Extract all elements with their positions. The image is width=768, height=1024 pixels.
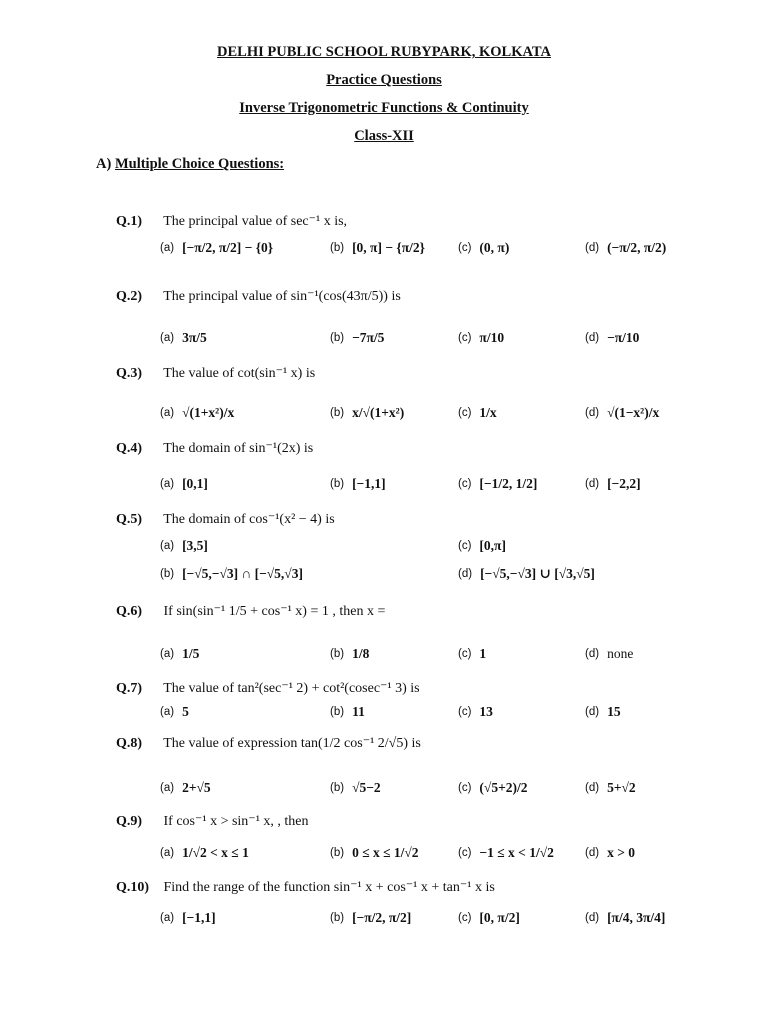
q7-option-b-value: 11: [352, 704, 365, 719]
question-2: [116, 288, 401, 305]
q5-option-d: (d) [−√5,−√3] ∪ [√3,√5]: [458, 566, 595, 581]
q7-option-c-value: 13: [479, 704, 493, 719]
question-text: The principal value of sec⁻¹ x is,: [163, 214, 348, 229]
q7-option-a-value: 5: [182, 704, 189, 719]
q4-option-a: (a) [0,1]: [160, 476, 208, 491]
q1-option-d-value: (−π/2, π/2): [607, 240, 667, 255]
q6-option-a: (a) 1/5: [160, 646, 200, 661]
section-letter: A): [96, 156, 112, 172]
q3-option-a-value: √(1+x²)/x: [182, 405, 235, 420]
school-name: DELHI PUBLIC SCHOOL RUBYPARK, KOLKATA: [217, 44, 551, 60]
q7-option-c: (c) 13: [458, 704, 493, 719]
question-number: Q.3): [116, 366, 143, 381]
q9-option-c: (c) −1 ≤ x < 1/√2: [458, 845, 554, 860]
question-number: Q.4): [116, 441, 143, 456]
question-number: Q.1): [116, 214, 143, 229]
q2-option-d: (d) −π/10: [585, 330, 640, 345]
q5-option-c: (c) [0,π]: [458, 538, 506, 553]
question-text: If sin(sin⁻¹ 1/5 + cos⁻¹ x) = 1 , then x =: [163, 604, 386, 619]
q6-option-c-value: 1: [479, 646, 487, 661]
q4-option-b-value: [−1,1]: [352, 476, 386, 491]
q4-option-a-value: [0,1]: [182, 476, 208, 491]
q2-option-c-value: π/10: [479, 330, 505, 345]
q10-option-c-value: [0, π/2]: [479, 910, 520, 925]
q10-option-d: (d) [π/4, 3π/4]: [585, 910, 666, 925]
q3-option-a: (a) √(1+x²)/x: [160, 405, 235, 420]
question-number: Q.9): [116, 814, 143, 829]
question-number: Q.5): [116, 512, 143, 527]
q1-option-b: (b) [0, π] − {π/2}: [330, 240, 425, 255]
question-4: [116, 440, 313, 457]
q1-option-d: (d) (−π/2, π/2): [585, 240, 667, 255]
question-5: [116, 511, 335, 528]
question-6: [116, 603, 385, 620]
question-7: [116, 680, 420, 697]
q5-option-a-value: [3,5]: [182, 538, 208, 553]
q8-option-b-value: √5−2: [352, 780, 381, 795]
q4-option-d: (d) [−2,2]: [585, 476, 641, 491]
question-10: [116, 879, 495, 896]
q8-option-d: (d) 5+√2: [585, 780, 636, 795]
q4-option-b: (b) [−1,1]: [330, 476, 386, 491]
q1-option-c-value: (0, π): [479, 240, 510, 255]
question-text: The value of tan²(sec⁻¹ 2) + cot²(cosec⁻¹ 3) is: [163, 681, 420, 696]
question-number: Q.2): [116, 289, 143, 304]
question-text: The domain of cos⁻¹(x² − 4) is: [163, 512, 335, 527]
q10-option-a: (a) [−1,1]: [160, 910, 216, 925]
q2-option-a: (a) 3π/5: [160, 330, 207, 345]
q9-option-c-value: −1 ≤ x < 1/√2: [479, 845, 554, 860]
q3-option-b: (b) x/√(1+x²): [330, 405, 405, 420]
q6-option-d-value: none: [607, 646, 634, 661]
q3-option-d-value: √(1−x²)/x: [607, 405, 660, 420]
q3-option-c: (c) 1/x: [458, 405, 497, 420]
q7-option-d: (d) 15: [585, 704, 621, 719]
q1-option-a: (a) [−π/2, π/2] − {0}: [160, 240, 274, 255]
q3-option-d: (d) √(1−x²)/x: [585, 405, 660, 420]
q2-option-a-value: 3π/5: [182, 330, 207, 345]
q10-option-c: (c) [0, π/2]: [458, 910, 520, 925]
question-text: The value of expression tan(1/2 cos⁻¹ 2/√5) is: [163, 736, 421, 751]
question-text: Find the range of the function sin⁻¹ x + cos⁻¹ x + tan⁻¹ x is: [163, 880, 495, 895]
q2-option-c: (c) π/10: [458, 330, 505, 345]
question-number: Q.8): [116, 736, 143, 751]
section-title: Multiple Choice Questions:: [114, 156, 285, 172]
question-8: [116, 735, 421, 752]
q5-option-b-value: [−√5,−√3] ∩ [−√5,√3]: [182, 566, 303, 581]
q1-option-b-value: [0, π] − {π/2}: [352, 240, 425, 255]
q4-option-c-value: [−1/2, 1/2]: [479, 476, 538, 491]
q8-option-c: (c) (√5+2)/2: [458, 780, 528, 795]
q8-option-a-value: 2+√5: [182, 780, 211, 795]
q6-option-b-value: 1/8: [352, 646, 370, 661]
q6-option-a-value: 1/5: [182, 646, 200, 661]
question-text: The domain of sin⁻¹(2x) is: [163, 441, 314, 456]
question-number: Q.7): [116, 681, 143, 696]
question-text: The principal value of sin⁻¹(cos(43π/5)) is: [163, 289, 401, 304]
q5-option-d-value: [−√5,−√3] ∪ [√3,√5]: [480, 566, 595, 581]
q9-option-d: (d) x > 0: [585, 845, 636, 860]
q5-option-c-value: [0,π]: [479, 538, 506, 553]
question-text: If cos⁻¹ x > sin⁻¹ x, , then: [163, 814, 309, 829]
doc-subtitle: Practice Questions: [326, 72, 442, 88]
section-heading: [96, 156, 284, 173]
q10-option-a-value: [−1,1]: [182, 910, 216, 925]
q9-option-a: (a) 1/√2 < x ≤ 1: [160, 845, 249, 860]
q6-option-c: (c) 1: [458, 646, 487, 661]
q7-option-a: (a) 5: [160, 704, 189, 719]
q3-option-c-value: 1/x: [479, 405, 497, 420]
q9-option-b-value: 0 ≤ x ≤ 1/√2: [352, 845, 419, 860]
q10-option-b-value: [−π/2, π/2]: [352, 910, 412, 925]
q2-option-b: (b) −7π/5: [330, 330, 385, 345]
q6-option-d: (d) none: [585, 646, 634, 661]
q10-option-d-value: [π/4, 3π/4]: [607, 910, 666, 925]
q5-option-b: (b) [−√5,−√3] ∩ [−√5,√3]: [160, 566, 303, 581]
q8-option-d-value: 5+√2: [607, 780, 636, 795]
q3-option-b-value: x/√(1+x²): [352, 405, 405, 420]
q4-option-d-value: [−2,2]: [607, 476, 641, 491]
q9-option-b: (b) 0 ≤ x ≤ 1/√2: [330, 845, 419, 860]
class-label: Class-XII: [354, 128, 414, 144]
q9-option-a-value: 1/√2 < x ≤ 1: [182, 845, 249, 860]
q4-option-c: (c) [−1/2, 1/2]: [458, 476, 538, 491]
q2-option-d-value: −π/10: [607, 330, 640, 345]
q8-option-c-value: (√5+2)/2: [479, 780, 528, 795]
question-9: [116, 813, 309, 830]
q1-option-a-value: [−π/2, π/2] − {0}: [182, 240, 274, 255]
q10-option-b: (b) [−π/2, π/2]: [330, 910, 412, 925]
q7-option-d-value: 15: [607, 704, 621, 719]
doc-topic: Inverse Trigonometric Functions & Continuity: [239, 100, 529, 116]
question-text: The value of cot(sin⁻¹ x) is: [163, 366, 316, 381]
q2-option-b-value: −7π/5: [352, 330, 385, 345]
q1-option-c: (c) (0, π): [458, 240, 510, 255]
q5-option-a: (a) [3,5]: [160, 538, 208, 553]
question-3: [116, 365, 315, 382]
q8-option-a: (a) 2+√5: [160, 780, 211, 795]
q8-option-b: (b) √5−2: [330, 780, 381, 795]
question-number: Q.6): [116, 604, 143, 619]
question-number: Q.10): [116, 880, 150, 895]
q6-option-b: (b) 1/8: [330, 646, 370, 661]
question-1: [116, 213, 347, 230]
q7-option-b: (b) 11: [330, 704, 365, 719]
q9-option-d-value: x > 0: [607, 845, 636, 860]
